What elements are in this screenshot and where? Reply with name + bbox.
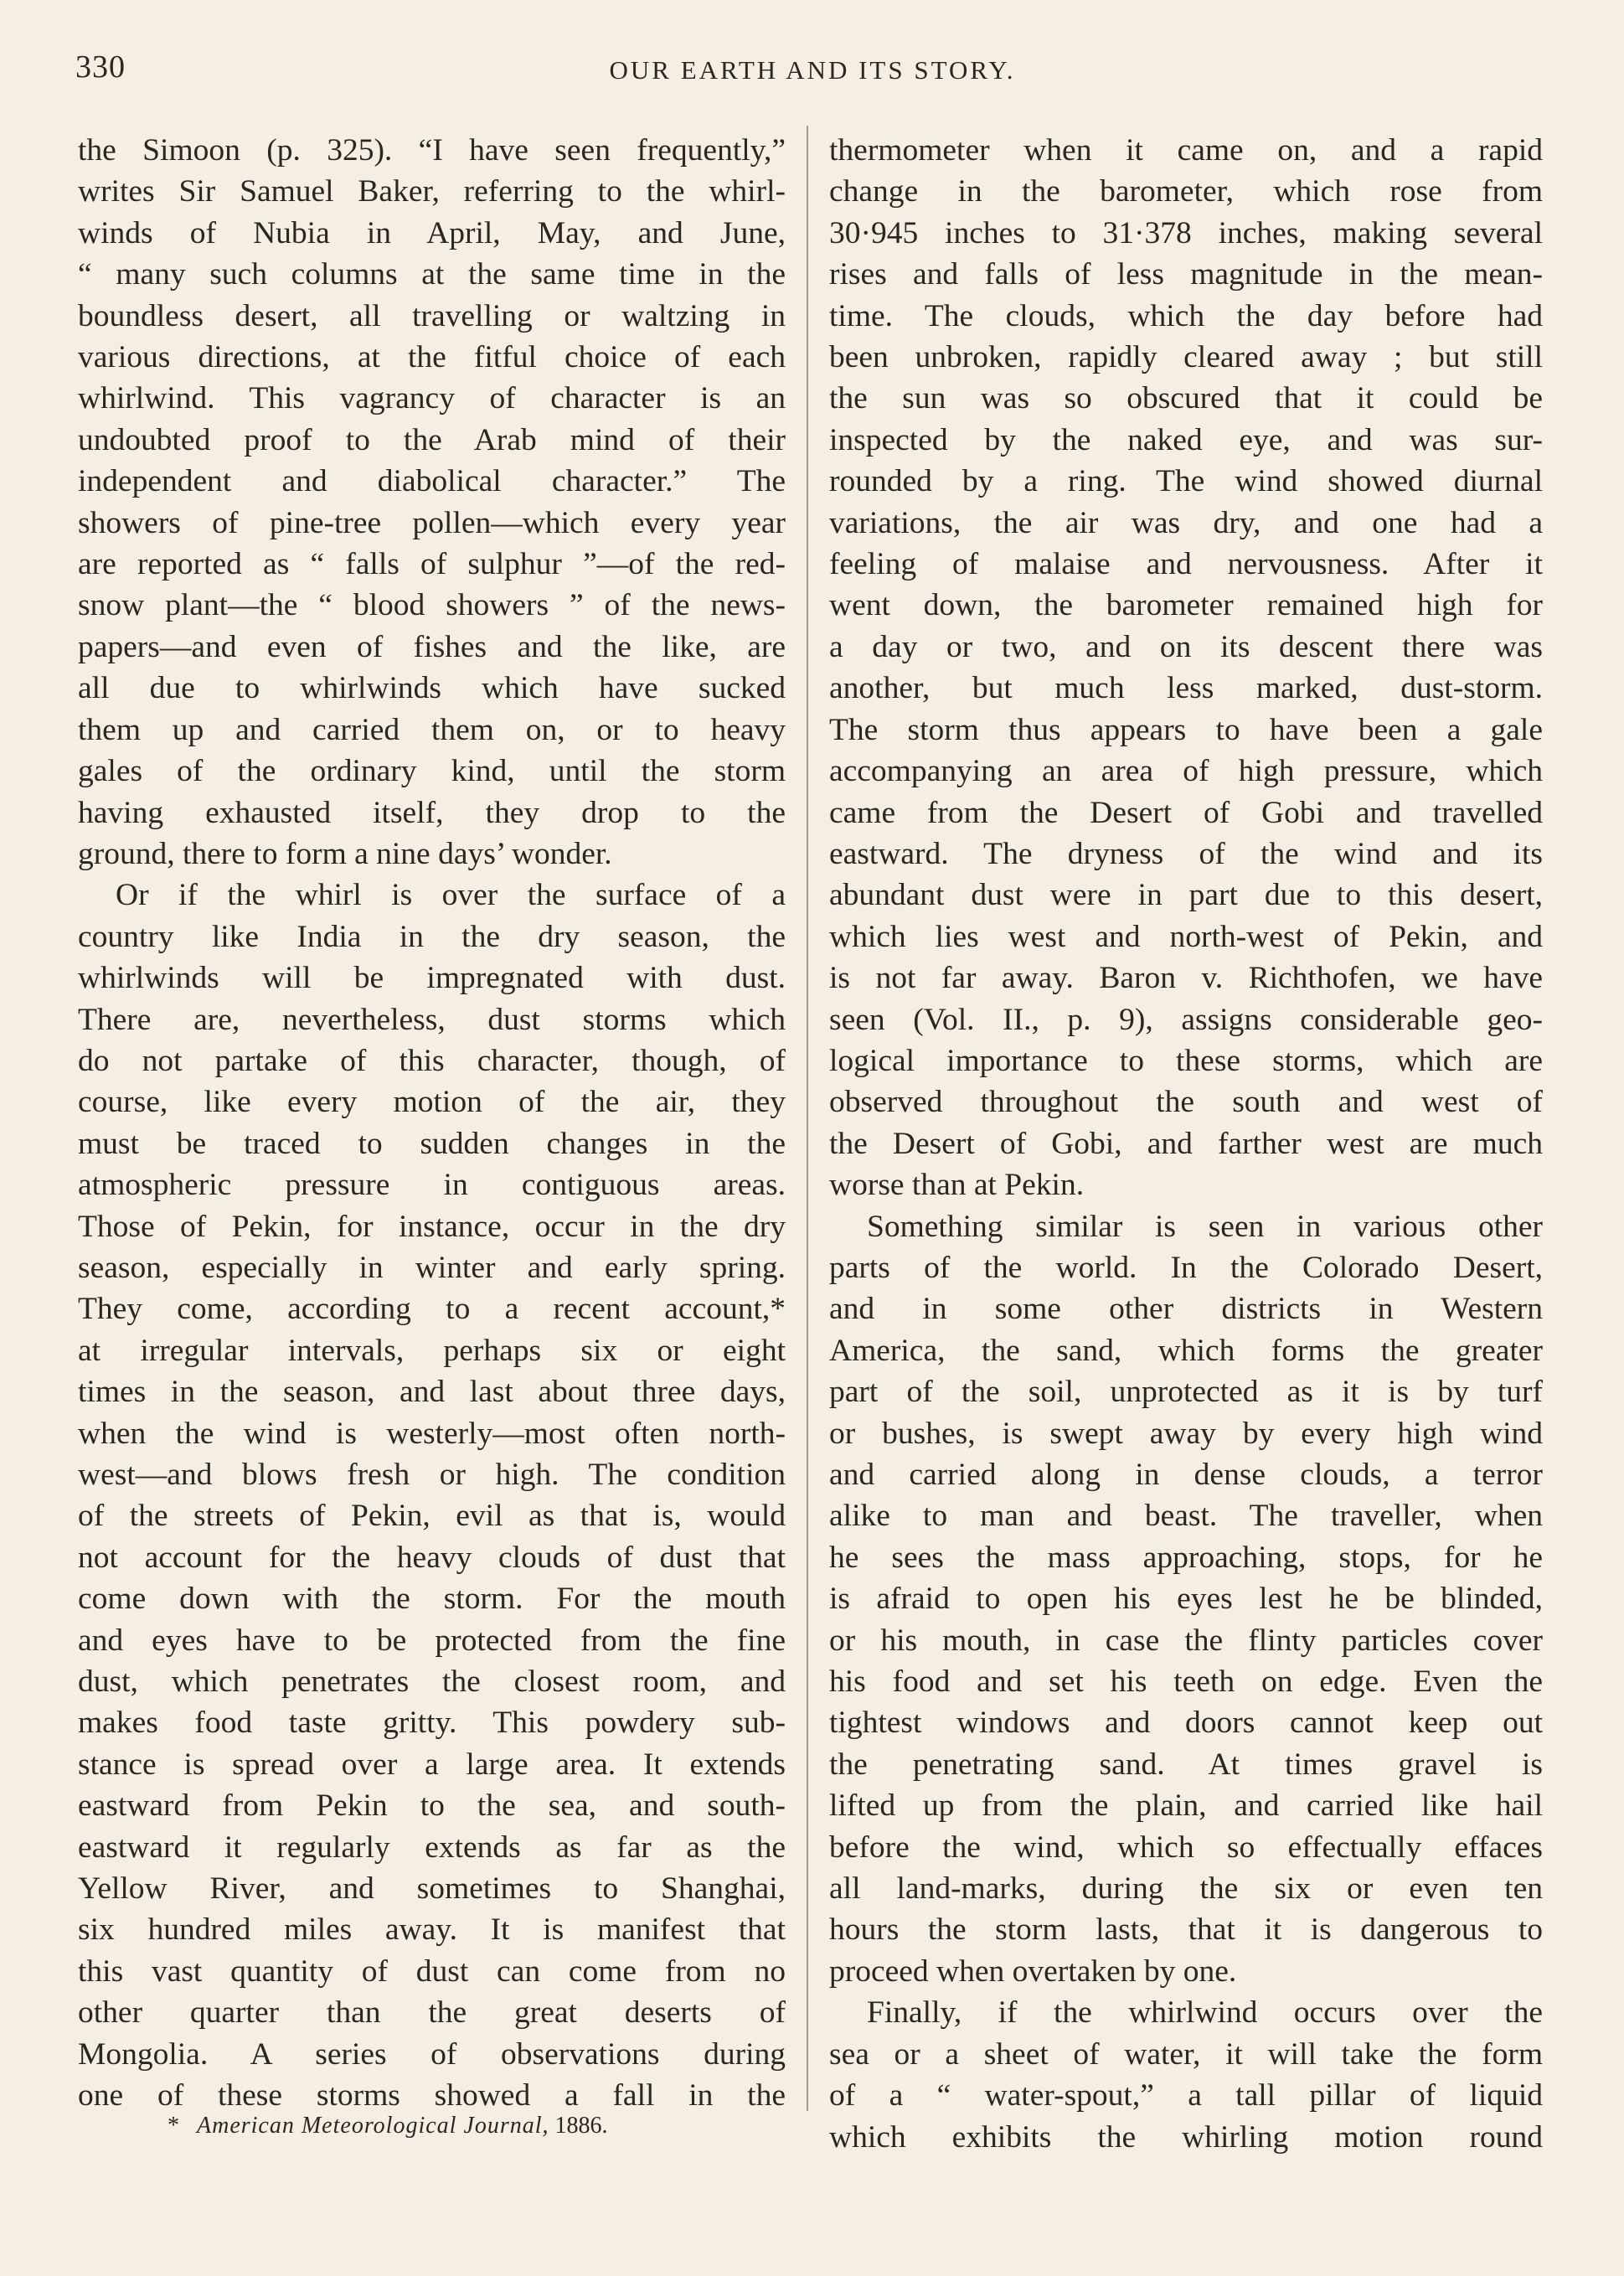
text-line: sea or a sheet of water, it will take the form [829,2036,1543,2072]
text-line: of the streets of Pekin, evil as that is, would [78,1499,786,1534]
text-line: eastward. The dryness of the wind and its [829,836,1543,871]
text-line: dust, which penetrates the closest room, and [78,1664,786,1700]
text-line: must be traced to sudden changes in the [78,1126,786,1161]
text-line: times in the season, and last about three days, [78,1375,786,1410]
text-line: season, especially in winter and early spring. [78,1250,786,1285]
text-line: makes food taste gritty. This powdery sub- [78,1706,786,1741]
text-line: of a “ water-spout,” a tall pillar of liquid [829,2078,1543,2113]
text-line: tightest windows and doors cannot keep out [829,1706,1543,1741]
text-line: came from the Desert of Gobi and travelled [829,795,1543,830]
text-line: the Simoon (p. 325). “I have seen frequently,” [78,133,786,168]
text-line: six hundred miles away. It is manifest that [78,1912,786,1948]
text-line: inspected by the naked eye, and was sur- [829,422,1543,457]
text-line: abundant dust were in part due to this desert, [829,878,1543,913]
text-line: Those of Pekin, for instance, occur in the dry [78,1209,786,1244]
text-line: The storm thus appears to have been a gale [829,712,1543,747]
text-line: course, like every motion of the air, they [78,1085,786,1120]
text-line: variations, the air was dry, and one had a [829,505,1543,540]
text-line: he sees the mass approaching, stops, for he [829,1540,1543,1575]
text-line: west—and blows fresh or high. The condition [78,1458,786,1492]
left-text-column [78,130,786,2117]
text-line: come down with the storm. For the mouth [78,1582,786,1617]
text-line: and eyes have to be protected from the fine [78,1623,786,1658]
text-line: observed throughout the south and west of [829,1085,1543,1120]
text-line: or his mouth, in case the flinty particles cover [829,1623,1543,1658]
footnote-year: 1886. [554,2113,608,2139]
text-line: seen (Vol. II., p. 9), assigns considerable geo- [829,1002,1543,1037]
text-line: went down, the barometer remained high for [829,588,1543,623]
text-line: other quarter than the great deserts of [78,1995,786,2031]
text-line: gales of the ordinary kind, until the storm [78,754,786,789]
text-line: eastward it regularly extends as far as the [78,1830,786,1865]
text-line: logical importance to these storms, which are [829,1043,1543,1078]
text-line: part of the soil, unprotected as it is by turf [829,1375,1543,1410]
text-line: showers of pine-tree pollen—which every year [78,505,786,540]
text-line: change in the barometer, which rose from [829,174,1543,209]
text-line: eastward from Pekin to the sea, and south- [78,1788,786,1824]
text-line: when the wind is westerly—most often north- [78,1416,786,1451]
text-line: them up and carried them on, or to heavy [78,712,786,747]
text-line: lifted up from the plain, and carried like hail [829,1788,1543,1824]
text-line: before the wind, which so effectually effaces [829,1830,1543,1865]
text-line: his food and set his teeth on edge. Even the [829,1664,1543,1700]
text-line: They come, according to a recent account,* [78,1292,786,1327]
text-line: whirlwind. This vagrancy of character is an [78,381,786,416]
text-line: writes Sir Samuel Baker, referring to the whirl- [78,174,786,209]
text-line: at irregular intervals, perhaps six or eight [78,1333,786,1368]
text-line: which exhibits the whirling motion round [829,2119,1543,2155]
text-line: papers—and even of fishes and the like, are [78,629,786,664]
text-line: feeling of malaise and nervousness. After it [829,547,1543,582]
text-line: is not far away. Baron v. Richthofen, we have [829,961,1543,996]
column-divider [807,126,808,2111]
text-line: parts of the world. In the Colorado Desert, [829,1250,1543,1285]
text-line: having exhausted itself, they drop to the [78,795,786,830]
text-line: is afraid to open his eyes lest he be blinded, [829,1582,1543,1617]
text-line: a day or two, and on its descent there was [829,629,1543,664]
text-line: worse than at Pekin. [829,1168,1085,1203]
text-line: another, but much less marked, dust-storm. [829,671,1543,706]
text-line: alike to man and beast. The traveller, when [829,1499,1543,1534]
text-line: independent and diabolical character.” The [78,464,786,499]
text-line: all due to whirlwinds which have sucked [78,671,786,706]
footnote-source: American Meteorological Journal, [197,2113,549,2139]
text-line: this vast quantity of dust can come from no [78,1953,786,1989]
text-line: do not partake of this character, though, of [78,1043,786,1078]
text-line: boundless desert, all travelling or waltzing in [78,298,786,333]
text-line: all land-marks, during the six or even ten [829,1871,1543,1907]
text-line: are reported as “ falls of sulphur ”—of the red- [78,547,786,582]
text-line: and carried along in dense clouds, a terror [829,1458,1543,1492]
text-line: time. The clouds, which the day before had [829,298,1543,333]
text-line: which lies west and north-west of Pekin, and [829,919,1543,954]
text-line: or bushes, is swept away by every high wind [829,1416,1543,1451]
text-line: the Desert of Gobi, and farther west are much [829,1126,1543,1161]
text-line: winds of Nubia in April, May, and June, [78,215,786,250]
text-line: accompanying an area of high pressure, which [829,754,1543,789]
footnote-marker: * [168,2113,179,2139]
page-header [75,49,1549,90]
text-line: Finally, if the whirlwind occurs over the [867,1995,1543,2031]
text-line: There are, nevertheless, dust storms which [78,1002,786,1037]
text-line: country like India in the dry season, the [78,919,786,954]
text-line: stance is spread over a large area. It extends [78,1747,786,1782]
text-line: Or if the whirl is over the surface of a [116,878,786,913]
text-line: hours the storm lasts, that it is dangerous to [829,1912,1543,1948]
text-line: whirlwinds will be impregnated with dust. [78,961,786,996]
text-line: rises and falls of less magnitude in the mean- [829,257,1543,292]
text-line: ground, there to form a nine days’ wonder. [78,836,612,871]
text-line: not account for the heavy clouds of dust that [78,1540,786,1575]
running-title: OUR EARTH AND ITS STORY. [609,55,1016,85]
text-line: Something similar is seen in various other [867,1209,1543,1244]
text-line: been unbroken, rapidly cleared away ; but still [829,340,1543,375]
right-text-column [829,130,1543,2158]
text-line: snow plant—the “ blood showers ” of the news- [78,588,786,623]
text-line: America, the sand, which forms the greater [829,1333,1543,1368]
text-line: various directions, at the fitful choice of each [78,340,786,375]
text-line: rounded by a ring. The wind showed diurnal [829,464,1543,499]
page-number: 330 [75,49,126,85]
text-line: “ many such columns at the same time in the [78,257,786,292]
text-line: proceed when overtaken by one. [829,1953,1237,1989]
text-line: the penetrating sand. At times gravel is [829,1747,1543,1782]
text-line: the sun was so obscured that it could be [829,381,1543,416]
text-line: undoubted proof to the Arab mind of their [78,422,786,457]
text-line: atmospheric pressure in contiguous areas. [78,1168,786,1203]
text-line: and in some other districts in Western [829,1292,1543,1327]
text-line: 30·945 inches to 31·378 inches, making several [829,215,1543,250]
text-line: Mongolia. A series of observations during [78,2036,786,2072]
text-line: Yellow River, and sometimes to Shanghai, [78,1871,786,1907]
text-line: thermometer when it came on, and a rapid [829,133,1543,168]
footnote [168,2113,608,2139]
text-line: one of these storms showed a fall in the [78,2078,786,2113]
